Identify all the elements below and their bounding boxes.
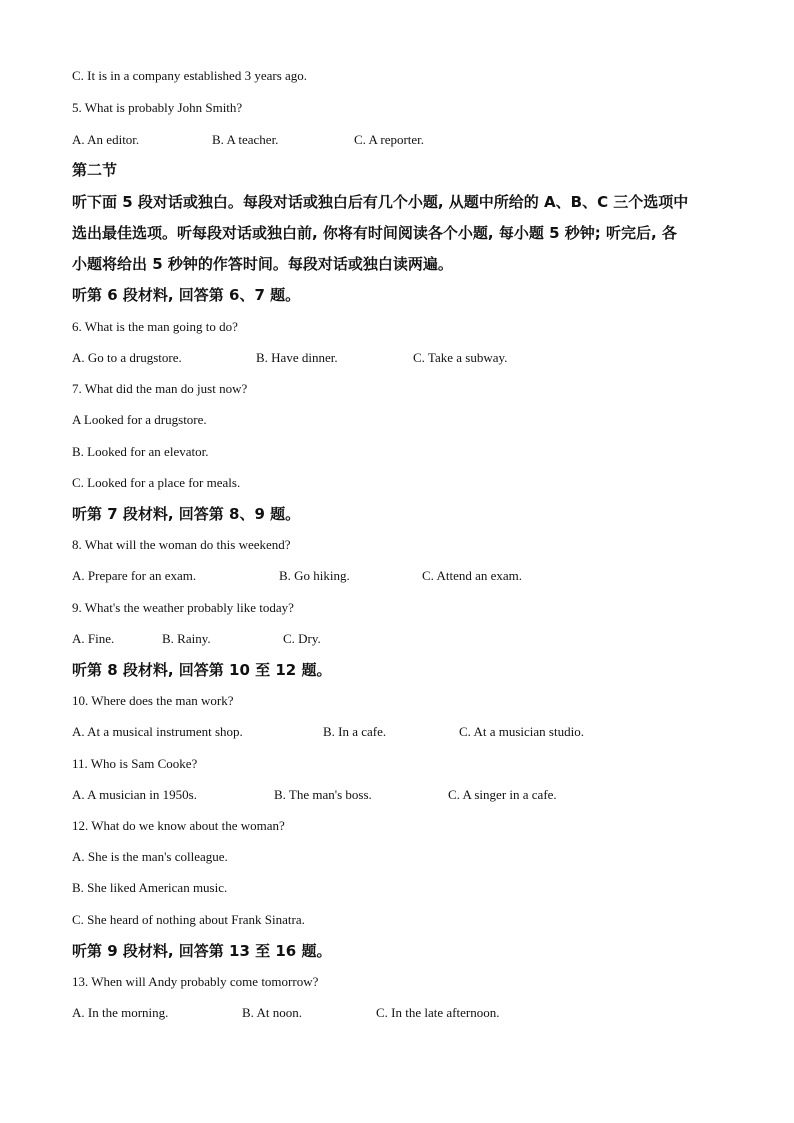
q7-option-c: C. Looked for a place for meals. xyxy=(72,475,241,490)
question-5: 5. What is probably John Smith? xyxy=(72,100,243,115)
section-2-instructions-line-3: 小题将给出 5 秒钟的作答时间。每段对话或独白读两遍。 xyxy=(72,255,453,273)
q5-option-b: B. A teacher. xyxy=(212,132,279,147)
heading-material-8: 听第 8 段材料, 回答第 10 至 12 题。 xyxy=(72,661,332,679)
q6-option-a: A. Go to a drugstore. xyxy=(72,350,182,365)
q6-option-c: C. Take a subway. xyxy=(413,350,508,365)
question-9: 9. What's the weather probably like today? xyxy=(72,600,294,615)
q5-option-a: A. An editor. xyxy=(72,132,140,147)
question-7: 7. What did the man do just now? xyxy=(72,381,248,396)
question-10: 10. Where does the man work? xyxy=(72,693,234,708)
q11-option-c: C. A singer in a cafe. xyxy=(448,787,557,802)
q11-option-a: A. A musician in 1950s. xyxy=(72,787,197,802)
heading-material-7: 听第 7 段材料, 回答第 8、9 题。 xyxy=(72,505,301,523)
q10-option-a: A. At a musical instrument shop. xyxy=(72,724,243,739)
q11-option-b: B. The man's boss. xyxy=(274,787,372,802)
q13-option-a: A. In the morning. xyxy=(72,1005,169,1020)
question-8: 8. What will the woman do this weekend? xyxy=(72,537,291,552)
heading-material-9: 听第 9 段材料, 回答第 13 至 16 题。 xyxy=(72,942,332,960)
q4-option-c: C. It is in a company established 3 years ago. xyxy=(72,68,308,83)
q9-option-a: A. Fine. xyxy=(72,631,115,646)
question-11: 11. Who is Sam Cooke? xyxy=(72,756,198,771)
question-6: 6. What is the man going to do? xyxy=(72,319,238,334)
q12-option-c: C. She heard of nothing about Frank Sinatra. xyxy=(72,912,305,927)
question-12: 12. What do we know about the woman? xyxy=(72,818,285,833)
q9-option-c: C. Dry. xyxy=(283,631,321,646)
q13-option-c: C. In the late afternoon. xyxy=(376,1005,500,1020)
section-2-instructions-line-1: 听下面 5 段对话或独白。每段对话或独白后有几个小题, 从题中所给的 A、B、C 三个选项中 xyxy=(72,193,689,211)
q6-option-b: B. Have dinner. xyxy=(256,350,338,365)
q13-option-b: B. At noon. xyxy=(242,1005,302,1020)
section-2-instructions-line-2: 选出最佳选项。听每段对话或独白前, 你将有时间阅读各个小题, 每小题 5 秒钟; 听完后, 各 xyxy=(72,224,677,242)
heading-material-6: 听第 6 段材料, 回答第 6、7 题。 xyxy=(72,286,301,304)
q7-option-a: A Looked for a drugstore. xyxy=(72,412,207,427)
question-13: 13. When will Andy probably come tomorrow? xyxy=(72,974,319,989)
q10-option-c: C. At a musician studio. xyxy=(459,724,584,739)
q10-option-b: B. In a cafe. xyxy=(323,724,387,739)
q7-option-b: B. Looked for an elevator. xyxy=(72,444,209,459)
q5-option-c: C. A reporter. xyxy=(354,132,425,147)
q9-option-b: B. Rainy. xyxy=(162,631,211,646)
q8-option-c: C. Attend an exam. xyxy=(422,568,523,583)
q12-option-a: A. She is the man's colleague. xyxy=(72,849,228,864)
q12-option-b: B. She liked American music. xyxy=(72,880,228,895)
section-2-title: 第二节 xyxy=(72,161,118,179)
q8-option-a: A. Prepare for an exam. xyxy=(72,568,197,583)
q8-option-b: B. Go hiking. xyxy=(279,568,350,583)
